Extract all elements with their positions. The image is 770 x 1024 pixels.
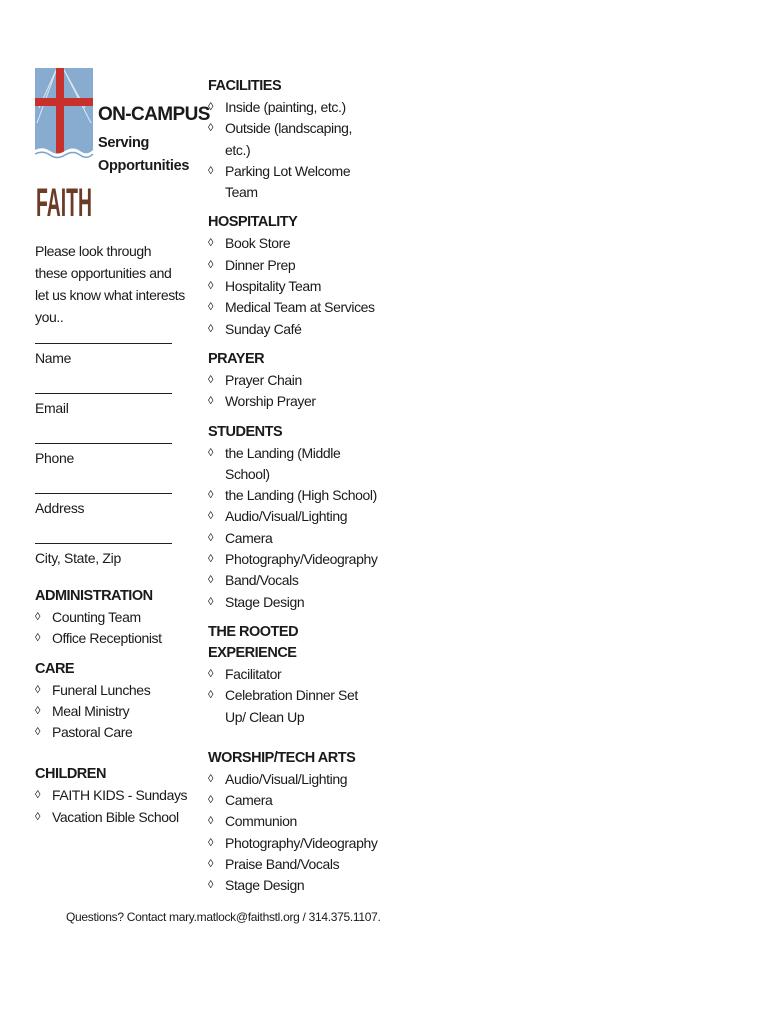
list-item-label: Meal Ministry <box>52 702 130 719</box>
section-students <box>208 422 378 613</box>
section-title: STUDENTS <box>208 423 283 440</box>
list-item[interactable] <box>208 443 378 486</box>
contact-form <box>35 328 180 578</box>
diamond-bullet-icon: ◊ <box>35 726 41 739</box>
diamond-bullet-icon: ◊ <box>208 836 214 849</box>
diamond-bullet-icon: ◊ <box>208 553 214 566</box>
diamond-bullet-icon: ◊ <box>208 237 214 250</box>
diamond-bullet-icon: ◊ <box>208 772 214 785</box>
list-item[interactable] <box>208 370 378 391</box>
list-item-label: Outside (landscaping, etc.) <box>225 120 353 158</box>
list-item[interactable] <box>208 528 378 549</box>
section-list <box>35 785 205 828</box>
subtitle-line-1: Serving <box>98 135 150 151</box>
diamond-bullet-icon: ◊ <box>208 258 214 271</box>
section-list <box>35 680 205 744</box>
faith-logo <box>35 68 93 225</box>
section-list <box>208 97 378 203</box>
email-field[interactable] <box>35 378 180 428</box>
list-item-label: Vacation Bible School <box>52 808 179 825</box>
list-item[interactable] <box>208 664 378 685</box>
section-title: HOSPITALITY <box>208 214 298 231</box>
section-title: PRAYER <box>208 350 265 367</box>
list-item[interactable] <box>208 685 378 728</box>
address-line[interactable] <box>35 478 172 494</box>
email-label: Email <box>35 400 69 416</box>
phone-label: Phone <box>35 450 74 466</box>
section-list <box>208 233 378 339</box>
list-item-label: FAITH KIDS - Sundays <box>52 787 188 804</box>
diamond-bullet-icon: ◊ <box>35 789 41 802</box>
list-item[interactable] <box>208 769 378 790</box>
list-item-label: Office Receptionist <box>52 630 162 647</box>
footer-contact: Questions? Contact mary.matlock@faithstl.org / 314.375.1107. <box>66 910 381 924</box>
city-state-zip-line[interactable] <box>35 528 172 544</box>
section-title: CARE <box>35 660 75 677</box>
list-item[interactable] <box>35 722 205 743</box>
diamond-bullet-icon: ◊ <box>208 858 214 871</box>
diamond-bullet-icon: ◊ <box>208 301 214 314</box>
list-item[interactable] <box>208 875 378 896</box>
list-item[interactable] <box>208 118 378 161</box>
logo-text: FAITH <box>36 181 92 225</box>
list-item[interactable] <box>208 233 378 254</box>
diamond-bullet-icon: ◊ <box>208 489 214 502</box>
section-list <box>208 769 378 897</box>
section-worship-tech-arts <box>208 748 378 897</box>
right-sections <box>208 76 378 897</box>
list-item[interactable] <box>208 549 378 570</box>
list-item-label: Stage Design <box>225 877 305 894</box>
diamond-bullet-icon: ◊ <box>35 704 41 717</box>
list-item-label: Sunday Café <box>225 320 302 337</box>
diamond-bullet-icon: ◊ <box>208 574 214 587</box>
list-item-label: Camera <box>225 792 273 809</box>
list-item-label: Dinner Prep <box>225 256 296 273</box>
diamond-bullet-icon: ◊ <box>208 794 214 807</box>
diamond-bullet-icon: ◊ <box>208 667 214 680</box>
section-the-rooted-experience <box>208 622 378 728</box>
city-state-zip-field[interactable] <box>35 528 180 578</box>
diamond-bullet-icon: ◊ <box>208 373 214 386</box>
list-item-label: Inside (painting, etc.) <box>225 99 346 115</box>
diamond-bullet-icon: ◊ <box>208 280 214 293</box>
section-care <box>35 659 205 744</box>
section-title: FACILITIES <box>208 78 282 94</box>
list-item[interactable] <box>208 811 378 832</box>
phone-line[interactable] <box>35 428 172 444</box>
section-list <box>208 443 378 613</box>
list-item[interactable] <box>208 297 378 318</box>
diamond-bullet-icon: ◊ <box>208 122 214 135</box>
list-item-label: Hospitality Team <box>225 278 322 295</box>
list-item[interactable] <box>208 570 378 591</box>
phone-field[interactable] <box>35 428 180 478</box>
diamond-bullet-icon: ◊ <box>35 810 41 823</box>
list-item[interactable] <box>208 97 378 118</box>
diamond-bullet-icon: ◊ <box>35 683 41 696</box>
list-item[interactable] <box>208 276 378 297</box>
list-item-label: Parking Lot Welcome Team <box>225 162 351 201</box>
section-facilities <box>208 76 378 203</box>
section-administration <box>35 586 205 650</box>
diamond-bullet-icon: ◊ <box>208 689 214 702</box>
list-item-label: Pastoral Care <box>52 724 133 741</box>
section-list <box>35 607 205 650</box>
list-item[interactable] <box>208 161 378 204</box>
list-item-label: Praise Band/Vocals <box>225 856 340 873</box>
diamond-bullet-icon: ◊ <box>208 531 214 544</box>
list-item[interactable] <box>208 833 378 854</box>
list-item[interactable] <box>208 255 378 276</box>
diamond-bullet-icon: ◊ <box>35 611 41 623</box>
list-item-label: the Landing (High School) <box>225 487 377 504</box>
list-item[interactable] <box>208 391 378 412</box>
diamond-bullet-icon: ◊ <box>208 510 214 523</box>
list-item-label: Camera <box>225 529 273 546</box>
list-item[interactable] <box>35 607 205 628</box>
diamond-bullet-icon: ◊ <box>208 395 214 408</box>
list-item-label: Photography/Videography <box>225 834 378 851</box>
city-state-zip-label: City, State, Zip <box>35 550 121 566</box>
section-title: THE ROOTED EXPERIENCE <box>208 623 299 661</box>
list-item[interactable] <box>208 592 378 613</box>
list-item-label: Celebration Dinner Set Up/ Clean Up <box>225 687 358 725</box>
section-title: ADMINISTRATION <box>35 588 153 604</box>
diamond-bullet-icon: ◊ <box>208 101 214 113</box>
list-item-label: Medical Team at Services <box>225 299 375 316</box>
faith-logo-graphic <box>35 68 93 225</box>
diamond-bullet-icon: ◊ <box>208 879 214 892</box>
list-item-label: Photography/Videography <box>225 551 378 568</box>
list-item-label: Funeral Lunches <box>52 681 151 698</box>
diamond-bullet-icon: ◊ <box>208 595 214 608</box>
list-item-label: Communion <box>225 813 297 830</box>
list-item[interactable] <box>35 680 205 701</box>
subtitle-line-2: Opportunities <box>98 158 190 174</box>
list-item-label: Band/Vocals <box>225 572 299 589</box>
page-subtitle <box>98 132 189 178</box>
list-item[interactable] <box>208 854 378 875</box>
list-item-label: Audio/Visual/Lighting <box>225 770 348 787</box>
section-list <box>208 370 378 413</box>
intro-text: Please look through these opportunities and let us know what interests you.. <box>35 243 185 325</box>
list-item[interactable] <box>208 506 378 527</box>
list-item-label: Prayer Chain <box>225 371 302 388</box>
name-field[interactable] <box>35 328 180 378</box>
list-item-label: Facilitator <box>225 665 282 682</box>
diamond-bullet-icon: ◊ <box>35 632 41 645</box>
name-label: Name <box>35 350 72 366</box>
section-prayer <box>208 349 378 413</box>
diamond-bullet-icon: ◊ <box>208 446 214 459</box>
list-item-label: Book Store <box>225 235 291 252</box>
address-field[interactable] <box>35 478 180 528</box>
diamond-bullet-icon: ◊ <box>208 815 214 828</box>
list-item-label: the Landing (Middle School) <box>225 444 341 482</box>
diamond-bullet-icon: ◊ <box>208 164 214 177</box>
page-title: ON-CAMPUS <box>98 104 210 125</box>
section-list <box>208 664 378 728</box>
diamond-bullet-icon: ◊ <box>208 322 214 335</box>
list-item[interactable] <box>35 701 205 722</box>
email-line[interactable] <box>35 378 172 394</box>
list-item-label: Audio/Visual/Lighting <box>225 508 348 525</box>
list-item[interactable] <box>208 790 378 811</box>
list-item[interactable] <box>208 485 378 506</box>
section-hospitality <box>208 212 378 339</box>
list-item[interactable] <box>35 807 205 828</box>
name-line[interactable] <box>35 328 172 344</box>
section-title: WORSHIP/TECH ARTS <box>208 749 356 766</box>
list-item[interactable] <box>208 319 378 340</box>
list-item[interactable] <box>35 785 205 806</box>
list-item-label: Stage Design <box>225 593 305 610</box>
section-title: CHILDREN <box>35 766 106 783</box>
list-item[interactable] <box>35 628 205 649</box>
address-label: Address <box>35 500 85 516</box>
list-item-label: Counting Team <box>52 609 141 625</box>
list-item-label: Worship Prayer <box>225 393 316 410</box>
section-children <box>35 764 205 828</box>
left-sections <box>35 586 205 828</box>
